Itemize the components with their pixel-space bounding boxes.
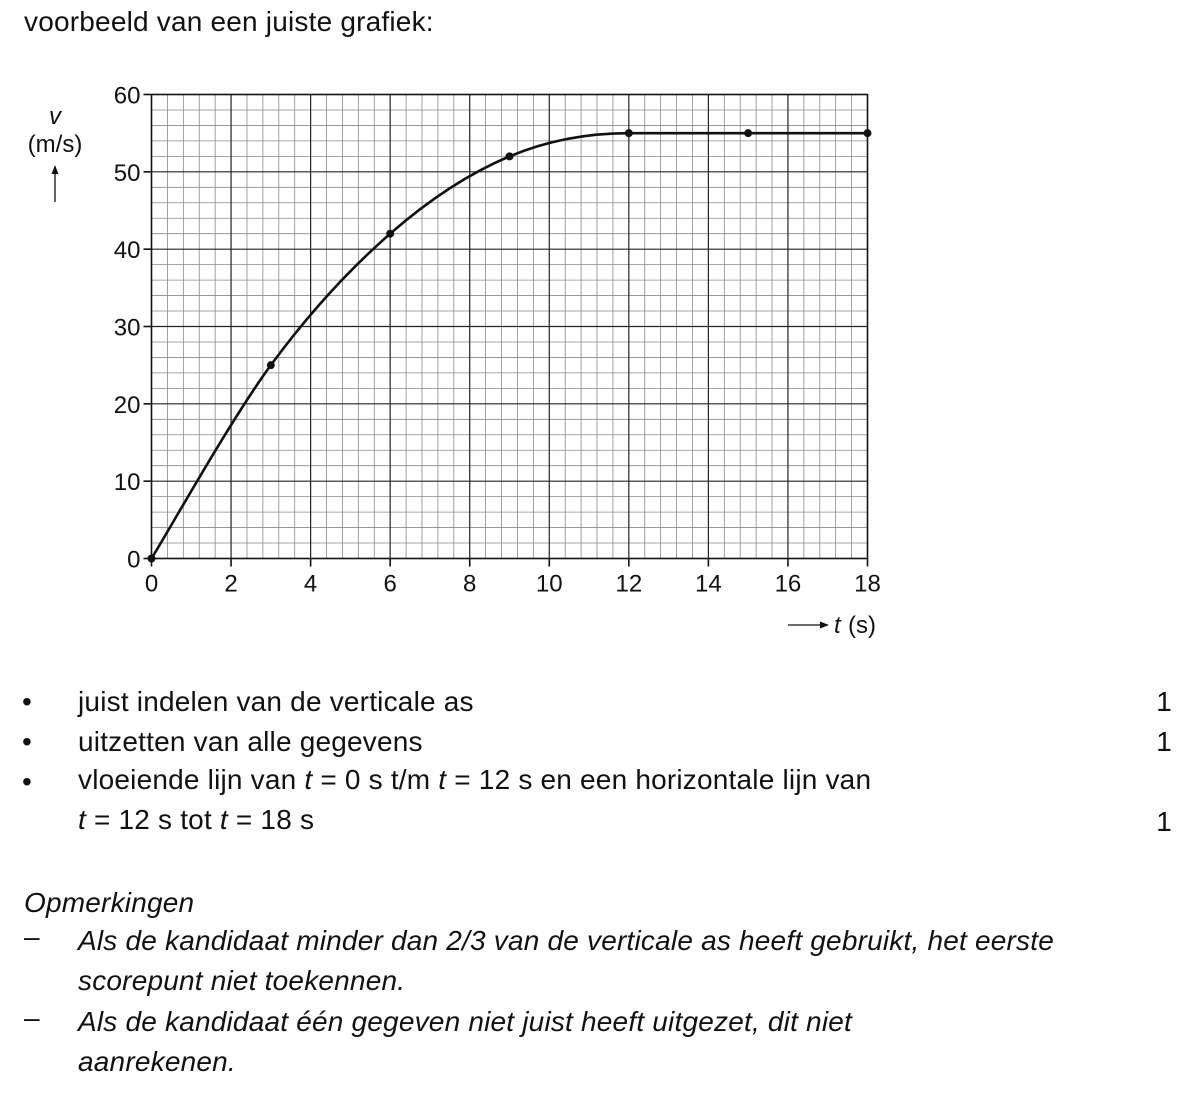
data-point — [386, 230, 394, 238]
x-tick-label: 12 — [615, 570, 643, 598]
x-tick-label: 6 — [383, 570, 397, 598]
data-point — [267, 361, 275, 369]
x-axis-unit: (s) — [848, 612, 876, 639]
data-markers — [148, 129, 872, 562]
criterion-1-points: 1 — [1156, 686, 1172, 717]
y-tick-label: 20 — [113, 391, 141, 419]
y-axis-unit: (m/s) — [27, 131, 83, 158]
intro-text: voorbeeld van een juiste grafiek: — [24, 6, 434, 37]
criterion-1-bullet: • — [22, 686, 33, 717]
data-point — [506, 152, 514, 160]
velocity-curve — [152, 133, 868, 558]
criterion-2-bullet: • — [22, 726, 33, 757]
remark-2-text: Als de kandidaat één gegeven niet juist heeft uitgezet, dit niet aanrekenen. — [78, 1006, 852, 1077]
remark-1-dash: – — [24, 921, 40, 952]
x-tick-label: 18 — [854, 570, 881, 598]
data-point — [864, 129, 872, 137]
series-line — [152, 133, 868, 558]
x-tick-label: 16 — [774, 570, 802, 598]
x-tick-label: 14 — [695, 570, 722, 598]
data-point — [148, 555, 156, 563]
x-tick-label: 4 — [303, 570, 318, 598]
y-axis-symbol: v — [49, 103, 61, 130]
y-axis-arrow-icon — [52, 165, 59, 174]
x-tick-label: 2 — [224, 570, 238, 598]
criterion-3-text: vloeiende lijn van t = 0 s t/m t = 12 s en een horizontale lijn van t = 12 s tot t = 18 s — [78, 764, 872, 835]
x-tick-label: 10 — [535, 570, 563, 598]
x-tick-label: 8 — [463, 570, 477, 598]
data-point — [625, 129, 633, 137]
y-tick-label: 40 — [113, 237, 141, 265]
criterion-2-points: 1 — [1156, 726, 1172, 757]
x-axis-arrow-icon — [820, 622, 829, 629]
y-tick-label: 50 — [113, 159, 141, 187]
criterion-3-points: 1 — [1156, 806, 1172, 837]
major-gridlines — [152, 95, 868, 559]
criterion-2-text: uitzetten van alle gegevens — [78, 726, 423, 757]
criterion-3-bullet: • — [22, 766, 33, 797]
y-tick-label: 30 — [113, 314, 141, 342]
y-tick-label: 0 — [127, 546, 141, 574]
data-point — [744, 129, 752, 137]
y-tick-label: 60 — [113, 82, 141, 110]
criterion-1-text: juist indelen van de verticale as — [78, 686, 474, 717]
y-tick-label: 10 — [113, 469, 141, 497]
remark-1-text: Als de kandidaat minder dan 2/3 van de verticale as heeft gebruikt, het eerste scorepunt niet toekennen. — [78, 925, 1054, 996]
remarks-title: Opmerkingen — [24, 887, 195, 918]
tick-labels — [114, 83, 881, 598]
axes — [144, 95, 868, 567]
remark-2-dash: – — [24, 1002, 40, 1033]
x-tick-label: 0 — [144, 570, 159, 598]
x-axis-symbol: t — [834, 612, 841, 639]
